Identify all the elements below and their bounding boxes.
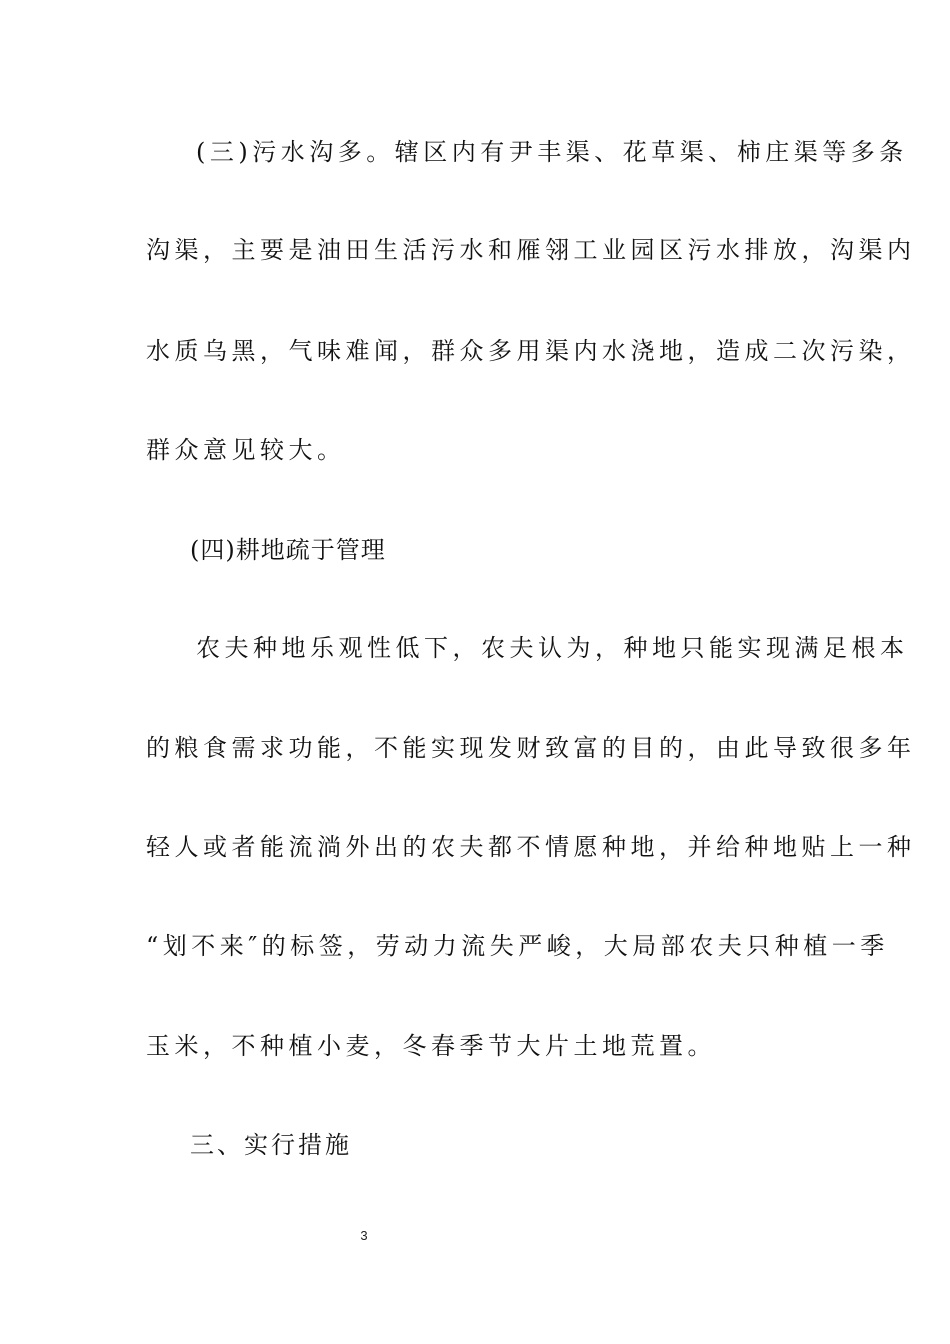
- paragraph-line: 沟渠，主要是油田生活污水和雁翎工业园区污水排放，沟渠内: [146, 236, 916, 264]
- paragraph-line: (三)污水沟多。辖区内有尹丰渠、花草渠、柿庄渠等多条: [196, 138, 908, 166]
- section-heading: 三、实行措施: [190, 1131, 352, 1159]
- page-number: 3: [360, 1228, 368, 1243]
- subheading: (四)耕地疏于管理: [190, 536, 386, 564]
- paragraph-line: 玉米，不种植小麦，冬春季节大片土地荒置。: [146, 1032, 716, 1060]
- paragraph-line: 农夫种地乐观性低下，农夫认为，种地只能实现满足根本: [196, 634, 909, 662]
- paragraph-line: 的粮食需求功能，不能实现发财致富的目的，由此导致很多年: [146, 734, 916, 762]
- paragraph-line: 轻人或者能流淌外出的农夫都不情愿种地，并给种地贴上一种: [146, 833, 916, 861]
- paragraph-line: “划不来″的标签，劳动力流失严峻，大局部农夫只种植一季: [146, 932, 889, 960]
- paragraph-line: 水质乌黑，气味难闻，群众多用渠内水浇地，造成二次污染，: [146, 337, 916, 365]
- paragraph-line: 群众意见较大。: [146, 436, 346, 464]
